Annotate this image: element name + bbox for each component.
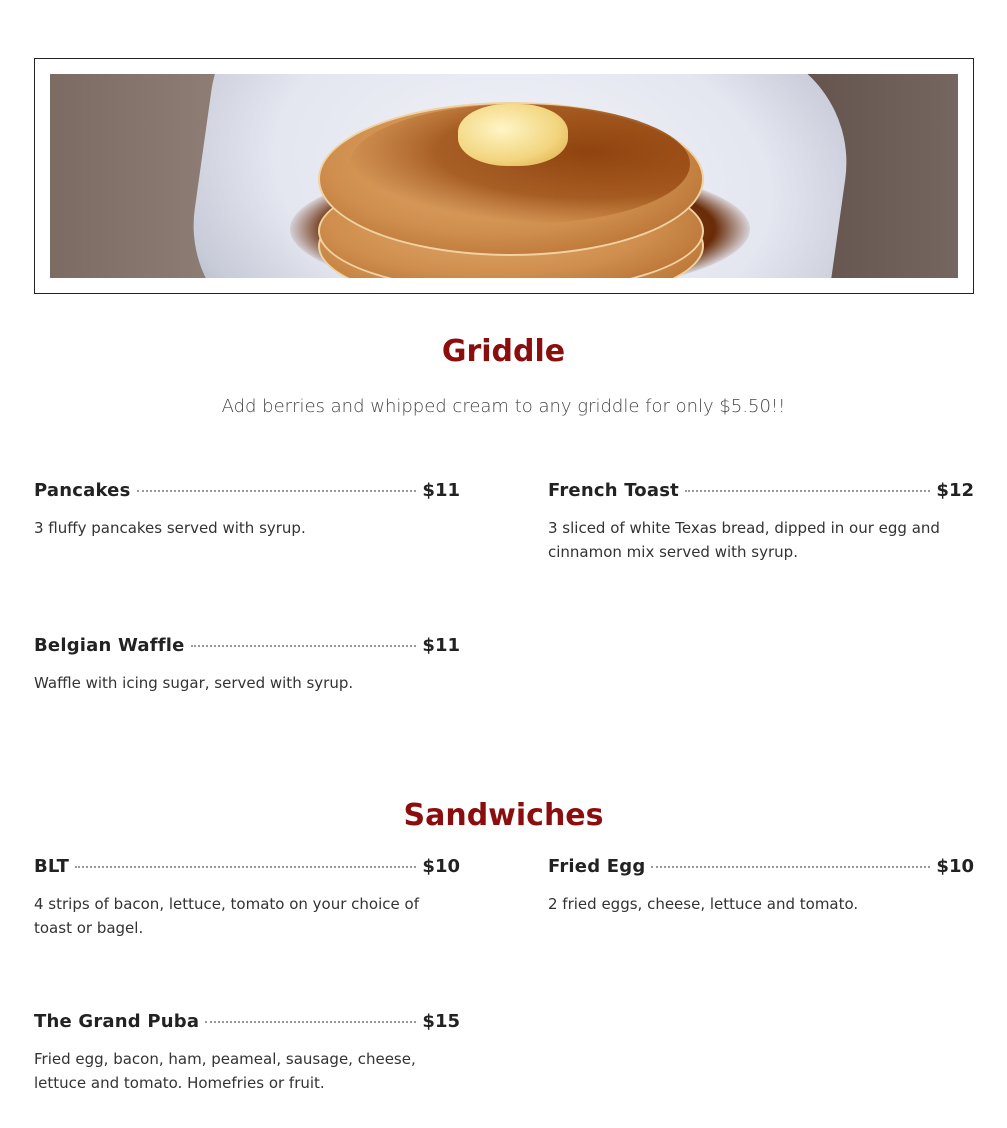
item-price: $11 <box>422 480 460 501</box>
item-name: The Grand Puba <box>34 1011 200 1032</box>
item-description: 3 fluffy pancakes served with syrup. <box>34 519 306 537</box>
item-description: Waffle with icing sugar, served with syrup. <box>34 674 354 692</box>
menu-item-pancakes <box>34 479 460 540</box>
item-description: 4 strips of bacon, lettuce, tomato on your choice of toast or bagel. <box>34 895 419 937</box>
dot-leader <box>137 490 417 492</box>
pancake-photo <box>50 74 958 278</box>
item-name: Pancakes <box>34 480 131 501</box>
menu-item-fried-egg <box>548 855 974 916</box>
item-price: $12 <box>936 480 974 501</box>
item-name: Fried Egg <box>548 856 646 877</box>
item-name: BLT <box>34 856 70 877</box>
dot-leader <box>191 645 417 647</box>
menu-item-the-grand-puba <box>34 1010 460 1095</box>
griddle-note: Add berries and whipped cream to any griddle for only $5.50!! <box>221 396 786 417</box>
dot-leader <box>75 866 416 868</box>
butter-graphic <box>458 104 568 166</box>
item-price: $15 <box>422 1011 460 1032</box>
item-description: Fried egg, bacon, ham, peameal, sausage, cheese, lettuce and tomato. Homefries or fruit. <box>34 1050 416 1092</box>
menu-item-french-toast <box>548 479 974 564</box>
item-description: 3 sliced of white Texas bread, dipped in our egg and cinnamon mix served with syrup. <box>548 519 940 561</box>
item-description: 2 fried eggs, cheese, lettuce and tomato. <box>548 895 859 913</box>
section-title-sandwiches: Sandwiches <box>403 798 604 833</box>
menu-item-belgian-waffle <box>34 634 460 695</box>
item-price: $10 <box>422 856 460 877</box>
item-price: $11 <box>422 635 460 656</box>
dot-leader <box>205 1021 416 1023</box>
hero-frame <box>34 58 974 294</box>
item-price: $10 <box>936 856 974 877</box>
dot-leader <box>651 866 930 868</box>
item-name: French Toast <box>548 480 679 501</box>
item-name: Belgian Waffle <box>34 635 185 656</box>
dot-leader <box>685 490 931 492</box>
menu-item-blt <box>34 855 460 940</box>
section-title-griddle: Griddle <box>441 334 566 369</box>
